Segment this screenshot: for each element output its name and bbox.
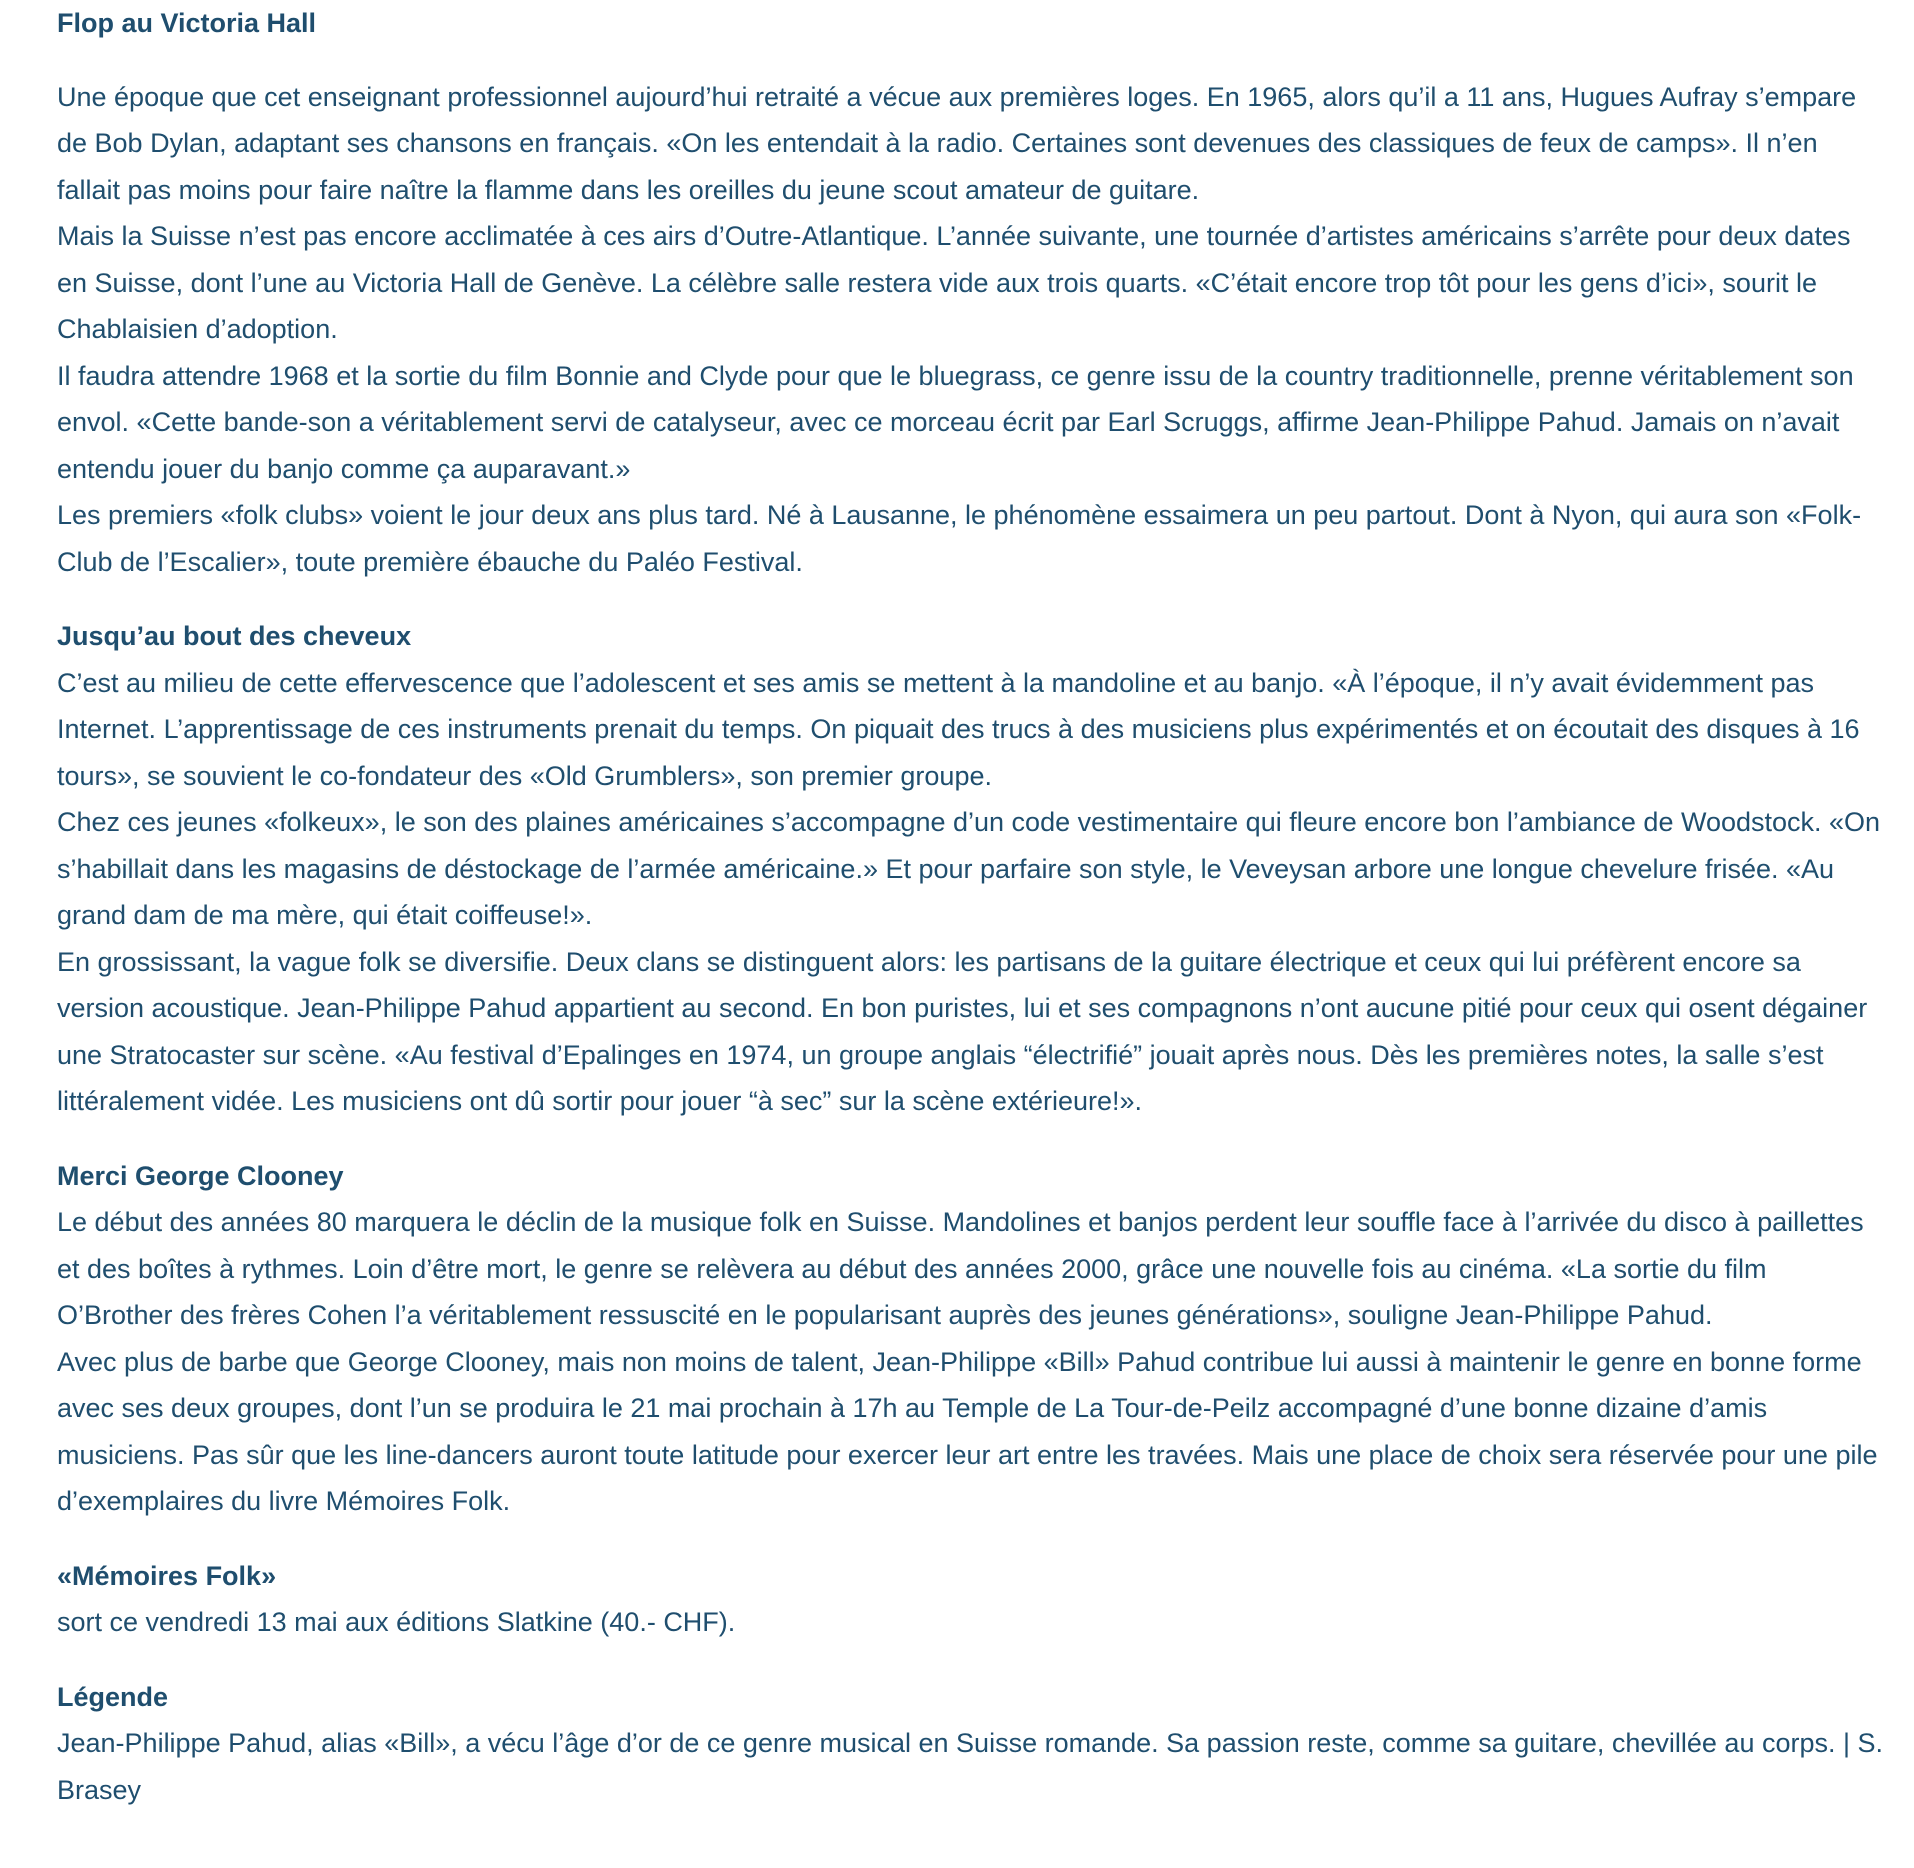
paragraph: Une époque que cet enseignant professionnel aujourd’hui retraité a vécue aux premières loges. En 1965, alors qu’il a 11 ans, Hugues Aufray s’empare de Bob Dylan, adaptant ses chansons en français. «On les entendait à la radio. Certaines sont devenues des classiques de feux de camps». Il n’en fallait pas moins pour faire naître la flamme dans les oreilles du jeune scout amateur de guitare. [57, 81, 1857, 205]
section-heading-clooney: Merci George Clooney [57, 1160, 344, 1191]
section-heading-legende: Légende [57, 1681, 169, 1712]
paragraph: Il faudra attendre 1968 et la sortie du film Bonnie and Clyde pour que le bluegrass, ce genre issu de la country traditionnelle, prenne véritablement son envol. «Cette bande-son a véritablement servi de catalyseur, avec ce morceau écrit par Earl Scruggs, affirme Jean-Philippe Pahud. Jamais on n’avait entendu jouer du banjo comme ça auparavant.» [57, 360, 1854, 484]
paragraph: Le début des années 80 marquera le déclin de la musique folk en Suisse. Mandolines et banjos perdent leur souffle face à l’arrivée du disco à paillettes et des boîtes à rythmes. Loin d’être mort, le genre se relèvera au début des années 2000, grâce une nouvelle fois au cinéma. «La sortie du film O’Brother des frères Cohen l’a véritablement ressuscité en le popularisant auprès des jeunes générations», souligne Jean-Philippe Pahud. [57, 1207, 1864, 1330]
section-heading-memoires: «Mémoires Folk» [57, 1560, 277, 1591]
photo-caption: Jean-Philippe Pahud, alias «Bill», a vécu l’âge d’or de ce genre musical en Suisse romande. Sa passion reste, comme sa guitare, chevillée au corps. | S. Brasey [57, 1728, 1884, 1805]
heading-gap [57, 47, 1887, 74]
section-heading-flop: Flop au Victoria Hall [57, 8, 317, 38]
section-heading-cheveux: Jusqu’au bout des cheveux [57, 621, 412, 651]
paragraph: Chez ces jeunes «folkeux», le son des plaines américaines s’accompagne d’un code vestimentaire qui fleure encore bon l’ambiance de Woodstock. «On s’habillait dans les magasins de déstockage de l’armée américaine.» Et pour parfaire son style, le Veveysan arbore une longue chevelure frisée. «Au grand dam de ma mère, qui était coiffeuse!». [57, 807, 1881, 930]
paragraph: En grossissant, la vague folk se diversifie. Deux clans se distinguent alors: les partisans de la guitare électrique et ceux qui lui préfèrent encore sa version acoustique. Jean-Philippe Pahud appartient au second. En bon puristes, lui et ses compagnons n’ont aucune pitié pour ceux qui osent dégainer une Stratocaster sur scène. «Au festival d’Epalinges en 1974, un groupe anglais “électrifié” jouait après nous. Dès les premières notes, la salle s’est littéralement vidée. Les musiciens ont dû sortir pour jouer “à sec” sur la scène extérieure!». [57, 946, 1868, 1116]
paragraph: Mais la Suisse n’est pas encore acclimatée à ces airs d’Outre-Atlantique. L’année suivante, une tournée d’artistes américains s’arrête pour deux dates en Suisse, dont l’une au Victoria Hall de Genève. La célèbre salle restera vide aux trois quarts. «C’était encore trop tôt pour les gens d’ici», sourit le Chablaisien d’adoption. [57, 221, 1851, 344]
paragraph: Les premiers «folk clubs» voient le jour deux ans plus tard. Né à Lausanne, le phénomène essaimera un peu partout. Dont à Nyon, qui aura son «Folk-Club de l’Escalier», toute première ébauche du Paléo Festival. [57, 500, 1862, 577]
article-body [57, 0, 1887, 1813]
paragraph: Avec plus de barbe que George Clooney, mais non moins de talent, Jean-Philippe «Bill» Pahud contribue lui aussi à maintenir le genre en bonne forme avec ses deux groupes, dont l’un se produira le 21 mai prochain à 17h au Temple de La Tour-de-Peilz accompagné d’une bonne dizaine d’amis musiciens. Pas sûr que les line-dancers auront toute latitude pour exercer leur art entre les travées. Mais une place de choix sera réservée pour une pile d’exemplaires du livre Mémoires Folk. [57, 1346, 1878, 1516]
paragraph: sort ce vendredi 13 mai aux éditions Slatkine (40.- CHF). [57, 1607, 736, 1637]
paragraph: C’est au milieu de cette effervescence que l’adolescent et ses amis se mettent à la mandoline et au banjo. «À l’époque, il n’y avait évidemment pas Internet. L’apprentissage de ces instruments prenait du temps. On piquait des trucs à des musiciens plus expérimentés et on écoutait des disques à 16 tours», se souvient le co-fondateur des «Old Grumblers», son premier groupe. [57, 667, 1860, 791]
